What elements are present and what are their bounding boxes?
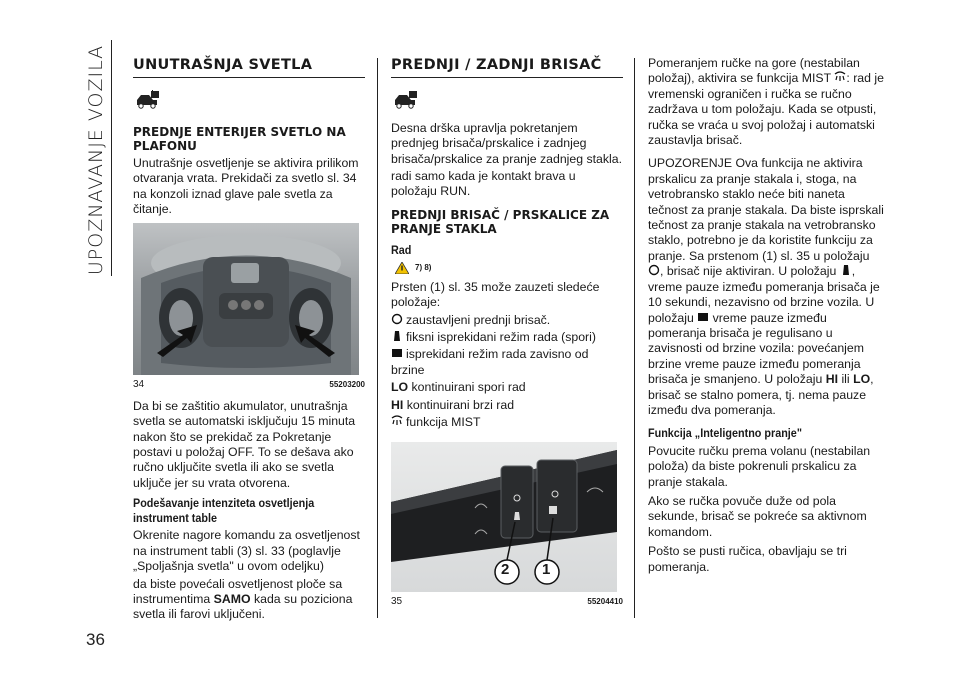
column-wiper-details	[648, 56, 884, 577]
warning-text-4: vreme pauze između pomeranja brisača je regulisano u zavisnosti od brzine vozila: povećanjem brzine vreme pauze između pomeranja brisača je smanjeno. U položaju	[648, 310, 864, 387]
warning-refs	[395, 260, 623, 275]
column-divider-1	[377, 58, 378, 618]
mist-icon	[391, 415, 403, 427]
subheading-front-wiper: PREDNJI BRISAČ / PRSKALICE ZA PRANJE STAKLA	[391, 207, 610, 237]
figure-34-code: 55203200	[329, 380, 365, 390]
brightness-text-1: da biste povećali osvetljenost ploče sa instrumentima	[133, 576, 343, 606]
speed-interval-icon	[697, 311, 709, 323]
brightness-text-2: kada su poziciona svetla ili farovi uključeni.	[133, 591, 353, 622]
page-number: 36	[86, 630, 105, 649]
heading-interior-lights: UNUTRAŠNJA SVETLA	[133, 58, 365, 78]
lo-symbol: LO	[853, 372, 871, 387]
car-lock-icon	[135, 90, 161, 110]
subheading-front-dome-light: PREDNJE ENTERIJER SVETLO NA PLAFONU	[133, 124, 346, 154]
figure-35-code: 55204410	[587, 597, 623, 607]
warning-icon	[395, 262, 409, 274]
figure-35-wiper-stalk	[391, 442, 617, 592]
list-item-text: fiksni isprekidani režim rada (spori)	[406, 329, 596, 344]
paragraph-smart-wash-3: Pošto se pusti ručica, obavljaju se tri pomeranja.	[648, 544, 847, 574]
warning-ref-numbers: 7) 8)	[415, 263, 432, 273]
list-item	[391, 347, 623, 378]
paragraph-ring-positions: Prsten (1) sl. 35 može zauzeti sledeće položaje:	[391, 279, 600, 310]
paragraph-smart-wash-2: Ako se ručka povuče duže od pola sekunde, brisač se pokreće sa aktivnom komandom.	[648, 494, 867, 539]
speed-interval-icon	[391, 347, 403, 359]
mist-icon	[834, 71, 846, 83]
brightness-emphasis: SAMO	[213, 591, 251, 606]
section-side-title	[86, 40, 106, 280]
column-divider-2	[634, 58, 635, 618]
warning-text-5: ili	[838, 372, 854, 387]
list-item-text: isprekidani režim rada zavisno od brzine	[391, 347, 589, 377]
list-item	[391, 330, 623, 345]
hi-symbol: HI	[391, 397, 404, 412]
column-interior-lights	[133, 58, 365, 625]
list-item	[391, 415, 623, 430]
paragraph-brightness-b	[133, 577, 365, 623]
callout-2: 2	[501, 561, 510, 579]
list-item-text: kontinuirani spori rad	[411, 380, 526, 395]
paragraph-brightness-a: Okrenite nagore komandu za osvetljenost na instrument tabli (3) sl. 33 (poglavlje „Spoljašnja svetla" u ovom odeljku)	[133, 528, 360, 574]
warning-text-2: , brisač nije aktiviran. U položaju	[660, 264, 840, 279]
side-title-rule	[111, 40, 112, 276]
figure-35-caption	[391, 594, 623, 609]
fixed-interval-icon	[840, 264, 852, 276]
paragraph-wiper-run: radi samo kada je kontakt brava u položaju RUN.	[391, 169, 576, 199]
car-lock-icon	[393, 90, 419, 110]
paragraph-battery-protection: Da bi se zaštitio akumulator, unutrašnja svetla se automatski isključuju 15 minuta nakon što se prekidač za Pokretanje postavi u položaj OFF. To se dešava ako ručno uključite svetla ili ako se svetla uključe jer su vrata otvorena.	[133, 398, 356, 490]
paragraph-dome-intro: Unutrašnje osvetljenje se aktivira prilikom otvaranja vrata. Prekidači za svetlo sl. 34 na konzoli iznad glave pale svetla za čitanje.	[133, 155, 359, 217]
figure-34-number: 34	[133, 379, 145, 391]
list-item-text: zaustavljeni prednji brisač.	[406, 312, 551, 327]
side-title-text: UPOZNAVANJE VOZILA	[85, 44, 108, 276]
circle-off-icon	[391, 313, 403, 325]
list-item	[391, 380, 623, 395]
list-item	[391, 398, 623, 413]
overhead-console-illustration	[133, 223, 359, 375]
fixed-interval-icon	[391, 330, 403, 342]
column-wipers	[391, 58, 623, 616]
mist-text-2: : rad je vremenski ograničen i ručka se ručno zadržava u tom položaju. Kada se otpusti, ručka se vraća u svoj položaj i automatski zaustavlja brisač.	[648, 71, 884, 148]
heading-wipers: PREDNJI / ZADNJI BRISAČ	[391, 58, 623, 78]
list-item-text: kontinuirani brzi rad	[406, 397, 515, 412]
paragraph-warning	[648, 156, 884, 418]
warning-text-6: , brisač se stalno pomera, tj. nema pauze između dva pomeranja.	[648, 372, 874, 417]
hi-symbol: HI	[825, 372, 839, 387]
figure-34-overhead-console	[133, 223, 359, 375]
mist-text-1: Pomeranjem ručke na gore (nestabilan položaj), aktivira se funkcija MIST	[648, 56, 860, 86]
warning-text-1: UPOZORENJE Ova funkcija ne aktivira prskalicu za pranje stakala i, stoga, na vetrobransko staklo neće biti naneta tečnost za pranje stakala. Da biste isprskali tečnost za pranje stakala na vetrobransko staklo, potrebno je da koristite funkciju za pranje. Sa prstenom (1) sl. 35 u položaju	[648, 156, 884, 263]
subheading-smart-wash: Funkcija „Inteligentno pranje"	[648, 426, 802, 441]
figure-34-caption	[133, 377, 365, 392]
circle-off-icon	[648, 264, 660, 276]
callout-1: 1	[542, 561, 551, 579]
lo-symbol: LO	[391, 380, 409, 395]
paragraph-wiper-intro: Desna drška upravlja pokretanjem prednjeg brisača/prskalice i zadnjeg brisača/prskalice za pranje zadnjeg stakla.	[391, 120, 623, 166]
subheading-operation: Rad	[391, 242, 412, 257]
paragraph-mist	[648, 56, 884, 148]
list-item-text: funkcija MIST	[406, 415, 481, 429]
paragraph-smart-wash-1: Povucite ručku prema volanu (nestabilan položa) da biste pokrenuli prskalicu za pranje stakala.	[648, 443, 871, 489]
list-item	[391, 313, 623, 328]
subheading-panel-brightness: Podešavanje intenziteta osvetljenja instrument table	[133, 496, 315, 525]
warning-text-3: , vreme pauze između pomeranja brisača je 10 sekundi, nezavisno od brzine vozila. U položaju	[648, 264, 880, 325]
figure-35-number: 35	[391, 596, 403, 608]
